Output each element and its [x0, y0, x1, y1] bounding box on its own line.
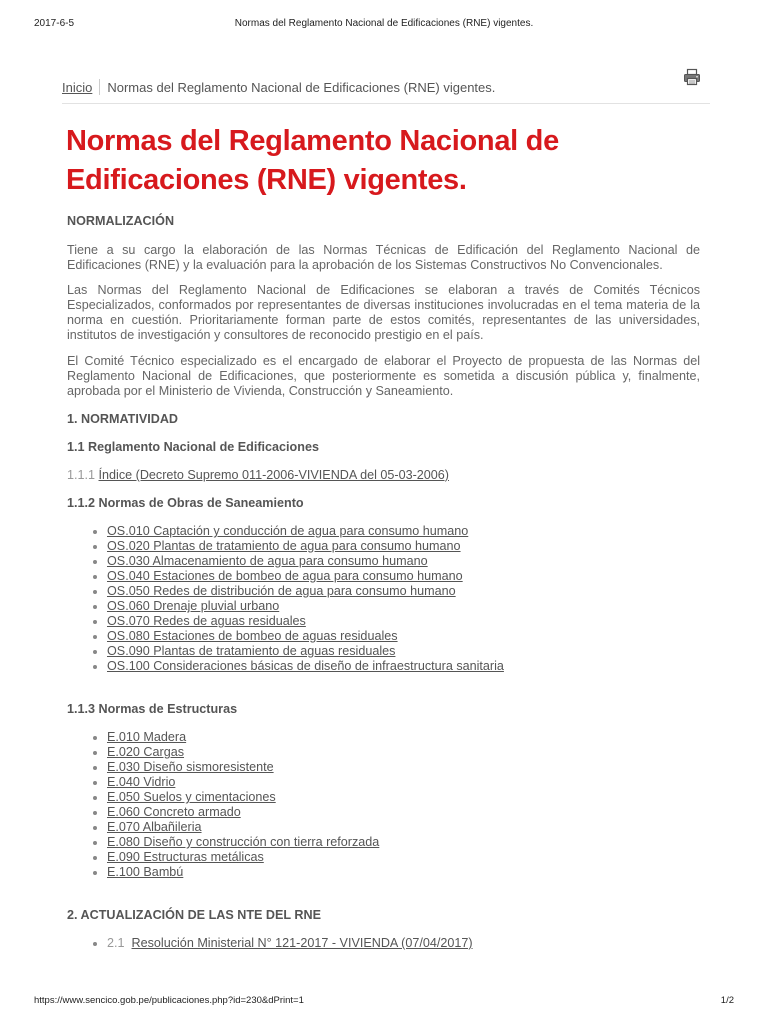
list-item — [107, 820, 700, 835]
actualizacion-list — [67, 936, 700, 951]
breadcrumb-home-link[interactable]: Inicio — [62, 79, 93, 95]
indice-link[interactable]: Índice (Decreto Supremo 011-2006-VIVIENDA del 05-03-2006) — [98, 468, 449, 482]
section-heading-normatividad: 1. NORMATIVIDAD — [67, 412, 179, 426]
norma-link[interactable]: OS.020 Plantas de tratamiento de agua para consumo humano — [107, 539, 461, 553]
list-item — [107, 524, 700, 539]
estructuras-list — [67, 730, 700, 880]
norma-link[interactable]: OS.010 Captación y conducción de agua para consumo humano — [107, 524, 469, 538]
norma-link[interactable]: E.080 Diseño y construcción con tierra reforzada — [107, 835, 380, 849]
list-item — [107, 614, 700, 629]
subsection-heading-estructuras: 1.1.3 Normas de Estructuras — [67, 702, 238, 716]
list-item — [107, 865, 700, 880]
item-number: 2.1 — [107, 936, 125, 950]
list-item — [107, 850, 700, 865]
norma-link[interactable]: E.040 Vidrio — [107, 775, 176, 789]
indice-row — [67, 468, 700, 483]
print-header-title: Normas del Reglamento Nacional de Edificaciones (RNE) vigentes. — [234, 18, 534, 29]
print-date: 2017-6-5 — [34, 18, 75, 29]
norma-link[interactable]: OS.080 Estaciones de bombeo de aguas residuales — [107, 629, 398, 643]
breadcrumb-separator — [99, 79, 100, 95]
paragraph: Tiene a su cargo la elaboración de las Normas Técnicas de Edificación del Reglamento Nacional de Edificaciones (RNE) y la evaluación para la aprobación de los Sistemas Constructivos No Convencionales. — [67, 243, 700, 272]
paragraph: El Comité Técnico especializado es el encargado de elaborar el Proyecto de propuesta de las Normas del Reglamento Nacional de Edificaciones, que posteriormente es sometida a discusión pública y, finalmente, aprobada por el Ministerio de Vivienda, Construcción y Saneamiento. — [67, 354, 700, 398]
saneamiento-list — [67, 524, 700, 674]
list-item — [107, 805, 700, 820]
list-item — [107, 936, 700, 951]
list-item — [107, 644, 700, 659]
list-item — [107, 760, 700, 775]
list-item — [107, 629, 700, 644]
list-item — [107, 730, 700, 745]
breadcrumb-divider — [62, 103, 710, 104]
print-footer-url: https://www.sencico.gob.pe/publicaciones.php?id=230&dPrint=1 — [34, 995, 304, 1006]
list-item — [107, 775, 700, 790]
norma-link[interactable]: OS.040 Estaciones de bombeo de agua para consumo humano — [107, 569, 463, 583]
norma-link[interactable]: OS.090 Plantas de tratamiento de aguas residuales — [107, 644, 396, 658]
section-heading-actualizacion: 2. ACTUALIZACIÓN DE LAS NTE DEL RNE — [67, 908, 321, 922]
subsection-heading-rne: 1.1 Reglamento Nacional de Edificaciones — [67, 440, 319, 454]
resolucion-link[interactable]: Resolución Ministerial N° 121-2017 - VIVIENDA (07/04/2017) — [131, 936, 473, 950]
list-item — [107, 539, 700, 554]
indice-number: 1.1.1 — [67, 468, 96, 482]
norma-link[interactable]: E.100 Bambú — [107, 865, 184, 879]
norma-link[interactable]: OS.050 Redes de distribución de agua para consumo humano — [107, 584, 456, 598]
norma-link[interactable]: OS.060 Drenaje pluvial urbano — [107, 599, 280, 613]
list-item — [107, 745, 700, 760]
paragraph: Las Normas del Reglamento Nacional de Edificaciones se elaboran a través de Comités Técnicos Especializados, conformados por representantes de diversas instituciones involucradas en el tema materia de la norma en cuestión. Prioritariamente forman parte de estos comités, representantes de las universidades, institutos de investigación y consultores de reconocido prestigio en el país. — [67, 283, 700, 342]
list-item — [107, 790, 700, 805]
subsection-heading-saneamiento: 1.1.2 Normas de Obras de Saneamiento — [67, 496, 304, 510]
page-title: Normas del Reglamento Nacional de Edificaciones (RNE) vigentes. — [66, 125, 559, 196]
norma-link[interactable]: E.050 Suelos y cimentaciones — [107, 790, 276, 804]
breadcrumb — [62, 79, 495, 95]
norma-link[interactable]: E.070 Albañileria — [107, 820, 202, 834]
list-item — [107, 584, 700, 599]
norma-link[interactable]: OS.100 Consideraciones básicas de diseño de infraestructura sanitaria — [107, 659, 504, 673]
norma-link[interactable]: E.030 Diseño sismoresistente — [107, 760, 274, 774]
article-body — [67, 210, 700, 951]
norma-link[interactable]: E.060 Concreto armado — [107, 805, 241, 819]
breadcrumb-current: Normas del Reglamento Nacional de Edificaciones (RNE) vigentes. — [107, 79, 496, 95]
norma-link[interactable]: E.020 Cargas — [107, 745, 185, 759]
list-item — [107, 554, 700, 569]
norma-link[interactable]: OS.070 Redes de aguas residuales — [107, 614, 306, 628]
norma-link[interactable]: E.010 Madera — [107, 730, 187, 744]
list-item — [107, 659, 700, 674]
printer-icon[interactable] — [683, 68, 701, 86]
section-heading-normalizacion: NORMALIZACIÓN — [67, 214, 175, 228]
print-footer-page: 1/2 — [720, 995, 734, 1006]
list-item — [107, 835, 700, 850]
list-item — [107, 599, 700, 614]
norma-link[interactable]: E.090 Estructuras metálicas — [107, 850, 264, 864]
norma-link[interactable]: OS.030 Almacenamiento de agua para consumo humano — [107, 554, 428, 568]
list-item — [107, 569, 700, 584]
